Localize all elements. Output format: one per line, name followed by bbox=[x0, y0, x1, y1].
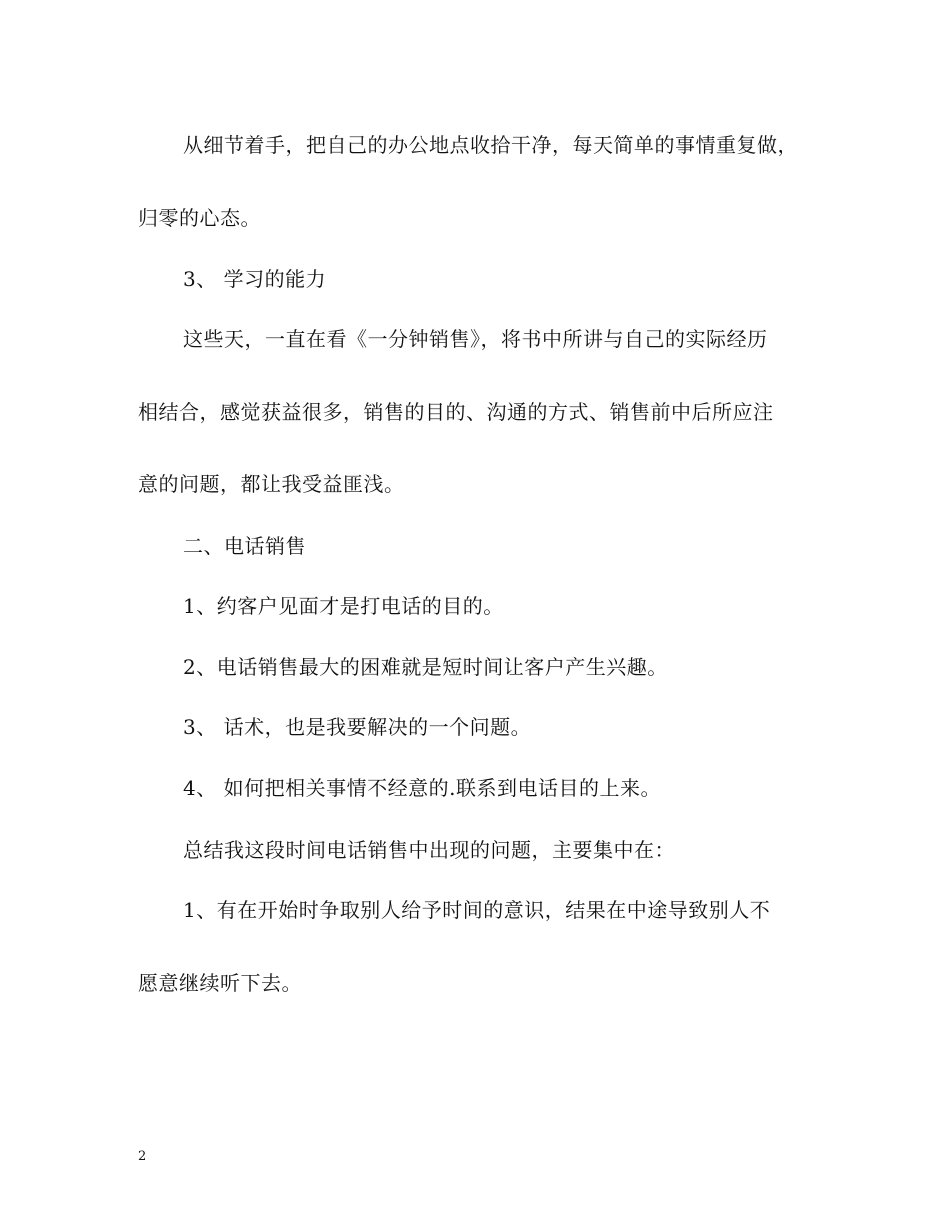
paragraph-line: 愿意继续听下去。 bbox=[138, 971, 302, 995]
paragraph-line: 相结合，感觉获益很多，销售的目的、沟通的方式、销售前中后所应注 bbox=[138, 400, 774, 424]
paragraph-line: 总结我这段时间电话销售中出现的问题，主要集中在： bbox=[183, 838, 675, 862]
page-number: 2 bbox=[138, 1149, 147, 1164]
list-item: 2、电话销售最大的困难就是短时间让客户产生兴趣。 bbox=[183, 655, 668, 679]
section-heading: 二、电话销售 bbox=[183, 534, 306, 558]
list-item: 1、约客户见面才是打电话的目的。 bbox=[183, 594, 504, 618]
paragraph-line: 从细节着手，把自己的办公地点收拾干净，每天简单的事情重复做， bbox=[183, 133, 798, 157]
paragraph-line: 这些天，一直在看《一分钟销售》，将书中所讲与自己的实际经历 bbox=[183, 327, 768, 351]
paragraph-line: 意的问题，都让我受益匪浅。 bbox=[138, 472, 405, 496]
list-item: 4、 如何把相关事情不经意的.联系到电话目的上来。 bbox=[183, 776, 661, 800]
list-item: 3、 话术，也是我要解决的一个问题。 bbox=[183, 715, 532, 739]
list-item: 1、有在开始时争取别人给予时间的意识，结果在中途导致别人不 bbox=[183, 898, 771, 922]
section-heading: 3、 学习的能力 bbox=[183, 267, 327, 291]
paragraph-line: 归零的心态。 bbox=[138, 206, 261, 230]
